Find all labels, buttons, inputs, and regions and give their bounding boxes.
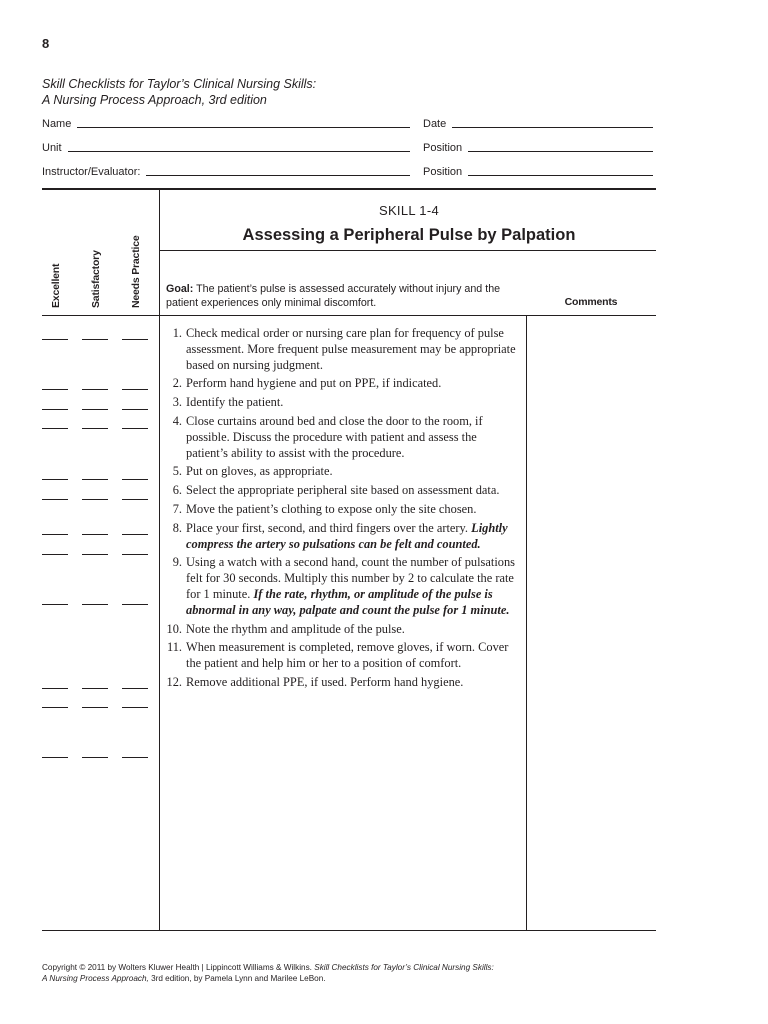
step-12 [158, 675, 520, 691]
step-7 [158, 502, 520, 518]
step-emphasis: Lightly compress the artery so pulsations can be felt and counted. [186, 520, 508, 551]
satisfactory-blank[interactable] [82, 757, 108, 758]
step-text: Put on gloves, as appropriate. [186, 464, 333, 479]
unit-line [68, 151, 410, 152]
step-8 [158, 521, 520, 553]
rating-blanks-step-11[interactable] [42, 707, 148, 708]
excellent-blank[interactable] [42, 688, 68, 689]
satisfactory-blank[interactable] [82, 604, 108, 605]
rating-blanks-step-9[interactable] [42, 604, 148, 605]
name-line [77, 127, 410, 128]
excellent-blank[interactable] [42, 499, 68, 500]
rating-blanks-step-4[interactable] [42, 428, 148, 429]
step-text: Select the appropriate peripheral site based on assessment data. [186, 483, 500, 498]
step-10 [158, 622, 520, 638]
step-number: 2. [172, 376, 182, 391]
excellent-blank[interactable] [42, 479, 68, 480]
step-number: 12. [166, 674, 182, 689]
excellent-blank[interactable] [42, 757, 68, 758]
comments-divider [526, 315, 527, 930]
needs-practice-blank[interactable] [122, 499, 148, 500]
step-number: 5. [172, 464, 182, 479]
step-number: 10. [166, 621, 182, 636]
header-bottom-rule [42, 315, 656, 316]
needs-practice-header: Needs Practice [130, 235, 142, 308]
position-label-2: Position [423, 166, 463, 178]
book-title-line-2: A Nursing Process Approach, 3rd edition [42, 93, 267, 107]
step-number: 6. [172, 483, 182, 498]
step-number: 7. [172, 501, 182, 516]
copyright-line-1: Copyright © 2011 by Wolters Kluwer Health | Lippincott Williams & Wilkins. [42, 963, 315, 972]
excellent-blank[interactable] [42, 554, 68, 555]
rating-blanks-step-2[interactable] [42, 389, 148, 390]
excellent-blank[interactable] [42, 707, 68, 708]
satisfactory-blank[interactable] [82, 707, 108, 708]
rating-blanks-step-3[interactable] [42, 409, 148, 410]
step-number: 8. [172, 520, 182, 535]
rating-blanks-step-1[interactable] [42, 339, 148, 340]
page-number: 8 [42, 36, 50, 51]
needs-practice-blank[interactable] [122, 339, 148, 340]
needs-practice-blank[interactable] [122, 479, 148, 480]
rating-blanks-step-12[interactable] [42, 757, 148, 758]
step-4 [158, 414, 520, 461]
step-5 [158, 464, 520, 480]
copyright-book-title: Skill Checklists for Taylor’s Clinical Nursing Skills: [314, 963, 494, 972]
step-text: Identify the patient. [186, 395, 284, 410]
book-title-line-1: Skill Checklists for Taylor’s Clinical Nursing Skills: [42, 77, 317, 91]
step-number: 11. [166, 640, 182, 655]
step-number: 9. [172, 555, 182, 570]
name-field[interactable] [42, 114, 410, 130]
satisfactory-blank[interactable] [82, 339, 108, 340]
copyright-book-subtitle: A Nursing Process Approach, [42, 974, 149, 983]
instructor-line [146, 175, 410, 176]
position-field-1[interactable] [423, 138, 653, 154]
step-text: Perform hand hygiene and put on PPE, if indicated. [186, 376, 442, 391]
needs-practice-blank[interactable] [122, 604, 148, 605]
goal-text: The patient’s pulse is assessed accurately without injury and the patient experiences only minimal discomfort. [166, 283, 501, 309]
excellent-blank[interactable] [42, 534, 68, 535]
step-3 [158, 395, 520, 411]
copyright-line-2: 3rd edition, by Pamela Lynn and Marilee LeBon. [148, 974, 326, 983]
step-number: 1. [172, 326, 182, 340]
date-field[interactable] [423, 114, 653, 130]
rating-blanks-step-5[interactable] [42, 479, 148, 480]
step-number: 4. [172, 413, 182, 428]
needs-practice-blank[interactable] [122, 389, 148, 390]
skill-number: SKILL 1-4 [378, 203, 440, 218]
step-text: Check medical order or nursing care plan for frequency of pulse assessment. More frequent pulse measurement may be appropriate based on nursing judgment. [186, 326, 516, 372]
step-text: Using a watch with a second hand, count the number of pulsations felt for 30 seconds. Multiply this number by 2 to calculate the rate for 1 minute. [186, 555, 515, 601]
rating-blanks-step-8[interactable] [42, 554, 148, 555]
needs-practice-blank[interactable] [122, 534, 148, 535]
rating-blanks-step-10[interactable] [42, 688, 148, 689]
step-text: Remove additional PPE, if used. Perform hand hygiene. [186, 674, 464, 689]
step-9 [158, 555, 520, 618]
excellent-blank[interactable] [42, 389, 68, 390]
step-1 [158, 326, 520, 373]
satisfactory-blank[interactable] [82, 534, 108, 535]
step-text: When measurement is completed, remove gloves, if worn. Cover the patient and help him or her to a position of comfort. [186, 640, 509, 671]
satisfactory-blank[interactable] [82, 554, 108, 555]
goal-label: Goal: [166, 283, 194, 295]
date-line [452, 127, 653, 128]
step-text: Close curtains around bed and close the door to the room, if possible. Discuss the procedure with patient and assess the patient’s ability to assist with the procedure. [186, 413, 483, 460]
position-label-1: Position [423, 142, 463, 154]
rating-blanks-step-7[interactable] [42, 534, 148, 535]
satisfactory-blank[interactable] [82, 479, 108, 480]
satisfactory-blank[interactable] [82, 428, 108, 429]
position-line-1 [468, 151, 653, 152]
step-emphasis: If the rate, rhythm, or amplitude of the pulse is abnormal in any way, palpate and count the pulse for 1 minute. [186, 586, 510, 617]
steps-list [158, 326, 520, 694]
excellent-header: Excellent [50, 263, 62, 308]
excellent-blank[interactable] [42, 339, 68, 340]
title-underline [160, 250, 656, 251]
rating-blanks-step-6[interactable] [42, 499, 148, 500]
excellent-blank[interactable] [42, 604, 68, 605]
excellent-blank[interactable] [42, 409, 68, 410]
position-line-2 [468, 175, 653, 176]
table-top-rule [42, 188, 656, 190]
satisfactory-header: Satisfactory [90, 250, 102, 308]
satisfactory-blank[interactable] [82, 389, 108, 390]
copyright-notice [42, 962, 494, 984]
goal-statement [166, 282, 526, 310]
step-2 [158, 376, 520, 392]
needs-practice-blank[interactable] [122, 757, 148, 758]
date-label: Date [423, 118, 447, 130]
instructor-label: Instructor/Evaluator: [42, 166, 141, 178]
step-text: Note the rhythm and amplitude of the pulse. [186, 621, 405, 636]
unit-label: Unit [42, 142, 62, 154]
satisfactory-blank[interactable] [82, 409, 108, 410]
step-text: Move the patient’s clothing to expose only the site chosen. [186, 501, 477, 516]
needs-practice-blank[interactable] [122, 688, 148, 689]
table-bottom-rule [42, 930, 656, 931]
step-number: 3. [172, 395, 182, 410]
book-title [42, 76, 316, 108]
comments-header: Comments [564, 296, 618, 308]
satisfactory-blank[interactable] [82, 499, 108, 500]
instructor-field[interactable] [42, 162, 410, 178]
needs-practice-blank[interactable] [122, 428, 148, 429]
needs-practice-blank[interactable] [122, 554, 148, 555]
skill-title: Assessing a Peripheral Pulse by Palpation [242, 226, 576, 244]
satisfactory-blank[interactable] [82, 688, 108, 689]
position-field-2[interactable] [423, 162, 653, 178]
needs-practice-blank[interactable] [122, 707, 148, 708]
step-11 [158, 640, 520, 672]
excellent-blank[interactable] [42, 428, 68, 429]
step-6 [158, 483, 520, 499]
name-label: Name [42, 118, 72, 130]
step-text: Place your first, second, and third fingers over the artery. [186, 520, 472, 535]
needs-practice-blank[interactable] [122, 409, 148, 410]
unit-field[interactable] [42, 138, 410, 154]
